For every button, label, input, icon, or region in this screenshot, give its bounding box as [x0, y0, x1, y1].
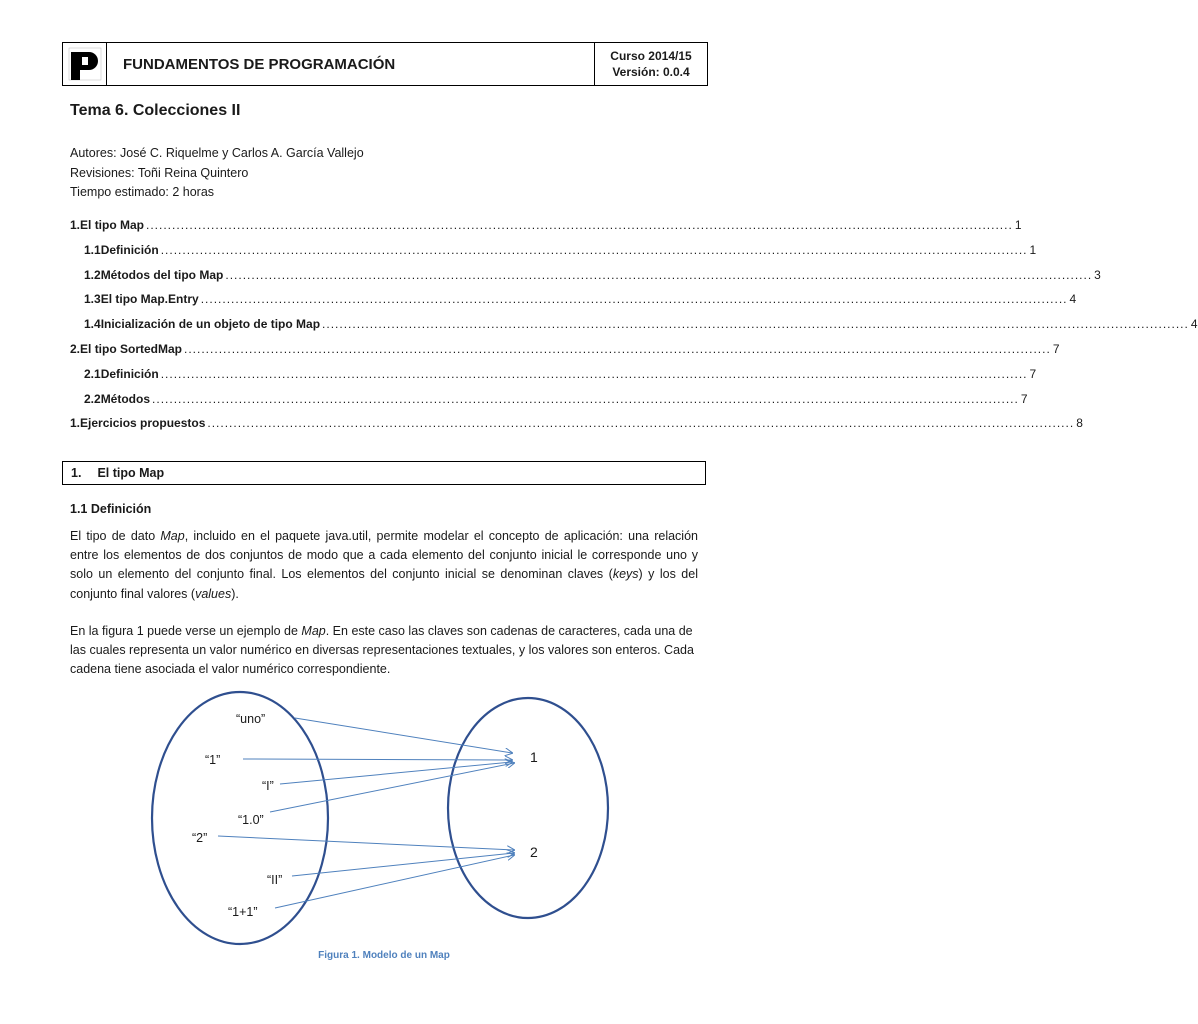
definition-paragraph [70, 527, 698, 604]
section-heading [62, 461, 706, 485]
toc-label: Ejercicios propuestos [80, 416, 206, 431]
key-label: “2” [192, 831, 208, 845]
toc-page: 1 [1029, 242, 1037, 257]
toc-num: 2. [70, 341, 81, 356]
authors: Autores: José C. Riquelme y Carlos A. García Vallejo [70, 146, 364, 160]
toc-page: 1 [1014, 218, 1022, 232]
text-run: En la figura 1 puede verse un ejemplo de [70, 624, 302, 638]
toc-entry-inicializacion[interactable] [70, 317, 1198, 342]
toc-entry-map-entry[interactable] [70, 292, 1077, 317]
course-year: Curso 2014/15 [610, 49, 692, 63]
mapping-arrow [218, 836, 514, 850]
toc-leader: ........................................................................................................................................................................................................ [207, 416, 1075, 431]
toc-page: 8 [1076, 416, 1083, 431]
text-run: ) y los del conjunto final valores ( [70, 567, 698, 601]
mapping-arrow [292, 853, 514, 876]
toc-label: El tipo Map.Entry [100, 292, 199, 307]
mapping-arrow [280, 762, 512, 784]
section-number: 1. [71, 466, 82, 480]
toc-leader: ........................................................................................................................................................................................................ [322, 317, 1189, 332]
toc-leader: ........................................................................................................................................................................................................ [225, 267, 1093, 282]
toc-entry-sortedmap[interactable] [70, 341, 1060, 367]
figure-caption: Figura 1. Modelo de un Map [318, 950, 450, 961]
toc-label: El tipo Map [80, 218, 145, 232]
document-title: Tema 6. Colecciones II [70, 102, 241, 119]
section-title: El tipo Map [97, 466, 165, 480]
toc-label: Inicialización de un objeto de tipo Map [100, 317, 321, 332]
toc-label: El tipo SortedMap [80, 341, 183, 356]
values-set-ellipse [448, 698, 608, 918]
fp-logo-icon [67, 46, 103, 82]
toc-num: 1. [70, 416, 81, 431]
toc-leader: ........................................................................................................................................................................................................ [152, 391, 1019, 406]
map-diagram [150, 690, 610, 950]
toc-leader: ........................................................................................................................................................................................................ [160, 242, 1028, 257]
course-title: FUNDAMENTOS DE PROGRAMACIÓN [107, 43, 595, 85]
toc-page: 7 [1029, 366, 1037, 381]
text-run: El tipo de dato [70, 529, 161, 543]
revisions: Revisiones: Toñi Reina Quintero [70, 165, 249, 180]
toc-page: 4 [1190, 317, 1198, 332]
toc-leader: ........................................................................................................................................................................................................ [146, 218, 1013, 232]
table-of-contents [70, 218, 1198, 441]
figure-intro-paragraph [70, 622, 698, 680]
toc-label: Definición [100, 366, 159, 381]
doc-version: Versión: 0.0.4 [612, 65, 690, 79]
toc-num: 1.1 [84, 242, 101, 257]
toc-page: 7 [1020, 391, 1028, 406]
toc-entry-ejercicios[interactable] [70, 416, 1083, 441]
key-label: “uno” [236, 712, 266, 726]
mapping-arrow [270, 763, 514, 812]
key-label: “1” [205, 753, 221, 767]
toc-num: 1.2 [84, 267, 101, 282]
toc-label: Métodos del tipo Map [100, 267, 224, 282]
toc-entry-map[interactable] [70, 218, 1022, 243]
toc-entry-sortedmap-definicion[interactable] [70, 366, 1037, 392]
text-italic: keys [612, 567, 639, 582]
logo-cell [63, 43, 107, 85]
page-header [62, 42, 708, 86]
mapping-arrow [295, 718, 512, 753]
value-label: 2 [530, 844, 538, 860]
value-label: 1 [530, 749, 538, 765]
toc-num: 1.4 [84, 317, 101, 332]
toc-page: 4 [1069, 292, 1077, 307]
text-italic: Map [160, 529, 185, 543]
toc-num: 1.3 [84, 292, 101, 307]
text-italic: Map [301, 624, 326, 638]
key-label: “1.0” [238, 813, 264, 827]
key-label: “I” [262, 779, 274, 793]
toc-num: 1. [70, 218, 81, 232]
document-meta [70, 144, 364, 203]
toc-page: 3 [1094, 267, 1101, 282]
toc-label: Métodos [100, 391, 151, 406]
estimated-time: Tiempo estimado: 2 horas [70, 185, 215, 199]
mapping-arrow [275, 855, 514, 908]
toc-leader: ........................................................................................................................................................................................................ [160, 366, 1028, 381]
toc-leader: ........................................................................................................................................................................................................ [200, 292, 1068, 307]
toc-entry-definicion[interactable] [70, 242, 1037, 268]
course-info [595, 43, 707, 85]
text-run: , incluido en el paquete java.util, permite modelar el concepto de aplicación: una relación entre los elementos de dos conjuntos de modo que a cada elemento del conjunto inicial le corresponde uno y solo un elemento del conjunto final. Los elementos del conjunto inicial se denominan claves ( [70, 529, 698, 582]
toc-num: 2.2 [84, 391, 101, 406]
toc-num: 2.1 [84, 366, 101, 381]
toc-page: 7 [1052, 341, 1060, 356]
text-run: . En este caso las claves son cadenas de caracteres, cada una de las cuales representa un valor numérico en diversas representaciones textuales, y los valores son enteros. Cada cadena tiene asociada el valor numérico correspondiente. [70, 624, 694, 677]
subsection-heading: 1.1 Definición [70, 502, 152, 516]
mapping-arrow [243, 759, 512, 760]
toc-entry-metodos-map[interactable] [70, 267, 1101, 293]
toc-entry-sortedmap-metodos[interactable] [70, 391, 1028, 417]
toc-leader: ........................................................................................................................................................................................................ [184, 341, 1051, 356]
key-label: “1+1” [228, 905, 258, 919]
key-label: “II” [267, 873, 283, 887]
text-italic: values [195, 586, 232, 601]
toc-label: Definición [100, 242, 159, 257]
text-run: ). [231, 586, 239, 601]
